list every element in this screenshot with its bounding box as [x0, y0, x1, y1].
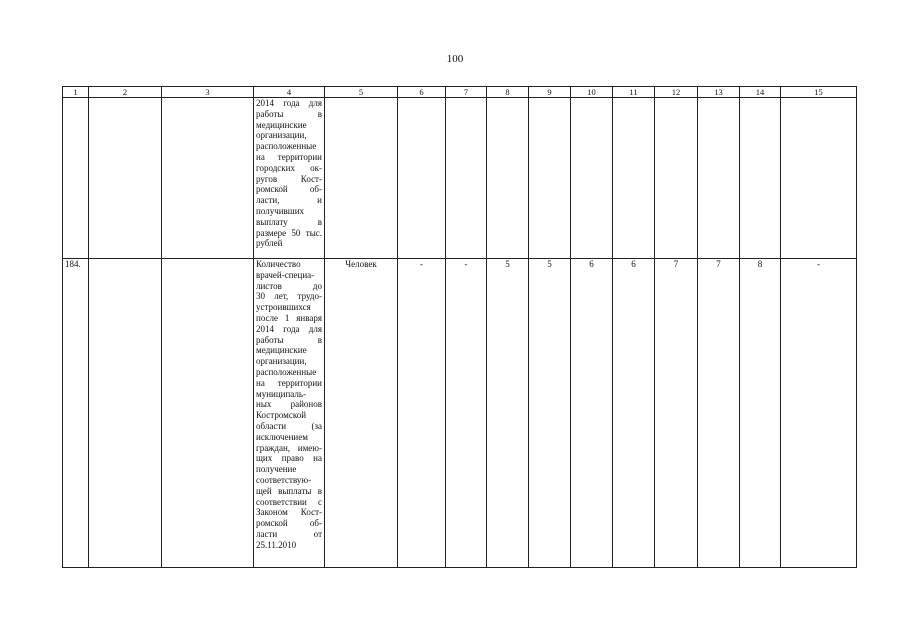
- cell-empty: [63, 98, 89, 259]
- header-cell-2: 2: [89, 87, 162, 98]
- header-cell-5: 5: [325, 87, 398, 98]
- header-cell-8: 8: [487, 87, 529, 98]
- cell-empty: [613, 98, 655, 259]
- cell-value-col8: 5: [487, 259, 529, 568]
- cell-empty: [781, 98, 857, 259]
- header-cell-11: 11: [613, 87, 655, 98]
- cell-unit: Человек: [325, 259, 398, 568]
- cell-value-col9: 5: [529, 259, 571, 568]
- cell-value-col11: 6: [613, 259, 655, 568]
- cell-empty: [487, 98, 529, 259]
- header-cell-12: 12: [655, 87, 698, 98]
- cell-value-col6: -: [398, 259, 446, 568]
- cell-empty: [162, 98, 254, 259]
- cell-value-col7: -: [446, 259, 487, 568]
- continuation-description-text: 2014 года для работы в медицинские организации, расположенные на территории городских ок- ругов Кост- ромской об- ласти, и получивших выплату в размере 50 тыс. рублей: [256, 98, 322, 249]
- header-cell-10: 10: [571, 87, 613, 98]
- cell-row-id: [63, 259, 89, 568]
- row-184-description-text: Количество врачей-специа- листов до 30 лет, трудо- устроившихся после 1 января 2014 года для работы в медицинские организации, расположенные на территории муниципаль- ных районов Костромской области (за исключением граждан, имею- щих право на получение соответствую- щей выплаты в соответствии с Законом Кост- ромской об- ласти от 25.11.2010: [256, 259, 322, 550]
- header-cell-14: 14: [740, 87, 781, 98]
- header-cell-13: 13: [698, 87, 740, 98]
- header-cell-7: 7: [446, 87, 487, 98]
- cell-empty: [655, 98, 698, 259]
- cell-empty: [446, 98, 487, 259]
- cell-value-col10: 6: [571, 259, 613, 568]
- header-cell-1: 1: [63, 87, 89, 98]
- cell-empty: [162, 259, 254, 568]
- table-row-184: [63, 259, 857, 568]
- header-cell-3: 3: [162, 87, 254, 98]
- cell-description: [254, 259, 325, 568]
- header-cell-15: 15: [781, 87, 857, 98]
- header-cell-9: 9: [529, 87, 571, 98]
- cell-empty: [740, 98, 781, 259]
- cell-empty: [529, 98, 571, 259]
- cell-empty: [325, 98, 398, 259]
- cell-description: [254, 98, 325, 259]
- header-cell-4: 4: [254, 87, 325, 98]
- header-row: [63, 87, 857, 98]
- indicator-table: [62, 86, 857, 568]
- cell-empty: [571, 98, 613, 259]
- table-row-continuation: [63, 98, 857, 259]
- cell-value-col14: 8: [740, 259, 781, 568]
- cell-value-col12: 7: [655, 259, 698, 568]
- header-cell-6: 6: [398, 87, 446, 98]
- cell-value-col15: -: [781, 259, 857, 568]
- cell-empty: [89, 98, 162, 259]
- cell-empty: [398, 98, 446, 259]
- cell-empty: [698, 98, 740, 259]
- cell-empty: [89, 259, 162, 568]
- row-id: 184.: [65, 259, 81, 269]
- page-number: 100: [446, 53, 464, 65]
- cell-value-col13: 7: [698, 259, 740, 568]
